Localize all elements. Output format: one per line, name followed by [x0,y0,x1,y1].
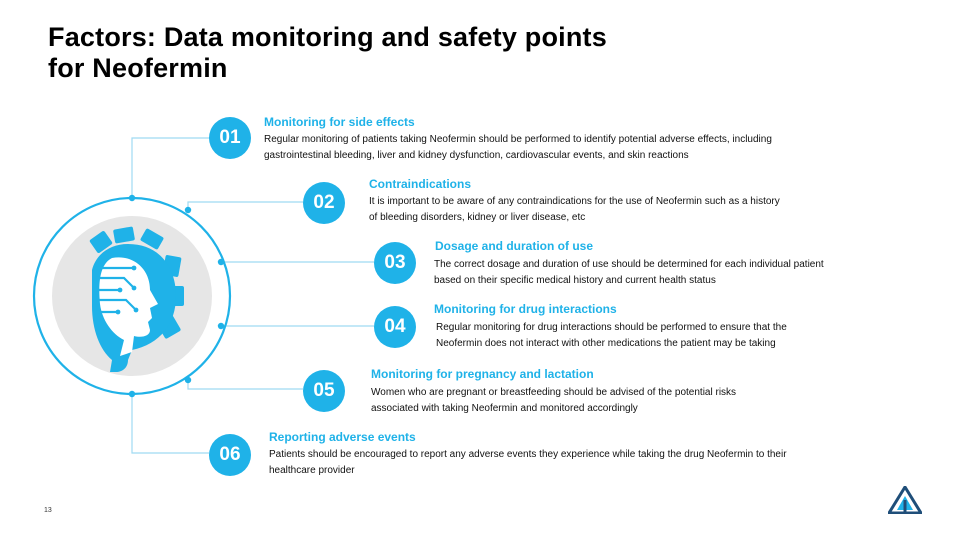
item-6-description [269,447,787,479]
item-1-line-2: gastrointestinal bleeding, liver and kidney dysfunction, cardiovascular events, and skin reactions [264,150,689,161]
item-5-number-badge: 05 [303,370,345,412]
item-1-line-1: Regular monitoring of patients taking Neofermin should be performed to identify potential adverse effects, including [264,134,772,145]
item-3-number-badge: 03 [374,242,416,284]
item-4-line-2: Neofermin does not interact with other medications the patient may be taking [436,338,776,349]
item-1-description [264,132,772,164]
item-2-heading: Contraindications [369,177,472,191]
item-2-line-1: It is important to be aware of any contraindications for the use of Neofermin such as a history [369,196,780,207]
item-3-line-2: based on their specific medical history and current health status [434,275,716,286]
item-1-number-badge: 01 [209,117,251,159]
item-1-heading: Monitoring for side effects [264,115,415,129]
item-6-line-1: Patients should be encouraged to report any adverse events they experience while taking the drug Neofermin to their [269,449,787,460]
item-2-description [369,194,780,226]
item-3-description [434,257,824,289]
item-6-number-badge: 06 [209,434,251,476]
item-2-line-2: of bleeding disorders, kidney or liver disease, etc [369,212,586,223]
item-5-description [371,385,736,417]
page-number: 13 [44,507,52,514]
title-line-2: for Neofermin [48,53,228,83]
item-6-heading: Reporting adverse events [269,430,416,444]
item-4-heading: Monitoring for drug interactions [434,302,617,316]
item-5-line-1: Women who are pregnant or breastfeeding should be advised of the potential risks [371,387,737,398]
item-4-number-badge: 04 [374,306,416,348]
item-6-line-2: healthcare provider [269,465,355,476]
item-5-line-2: associated with taking Neofermin and monitored accordingly [371,403,638,414]
item-4-description [436,320,787,352]
item-4-line-1: Regular monitoring for drug interactions should be performed to ensure that the [436,322,787,333]
item-2-number-badge: 02 [303,182,345,224]
item-5-heading: Monitoring for pregnancy and lactation [371,367,594,381]
title-line-1: Factors: Data monitoring and safety points [48,22,607,52]
item-3-heading: Dosage and duration of use [435,239,594,253]
triangle-logo-icon [888,486,922,514]
item-3-line-1: The correct dosage and duration of use should be determined for each individual patient [434,259,824,270]
